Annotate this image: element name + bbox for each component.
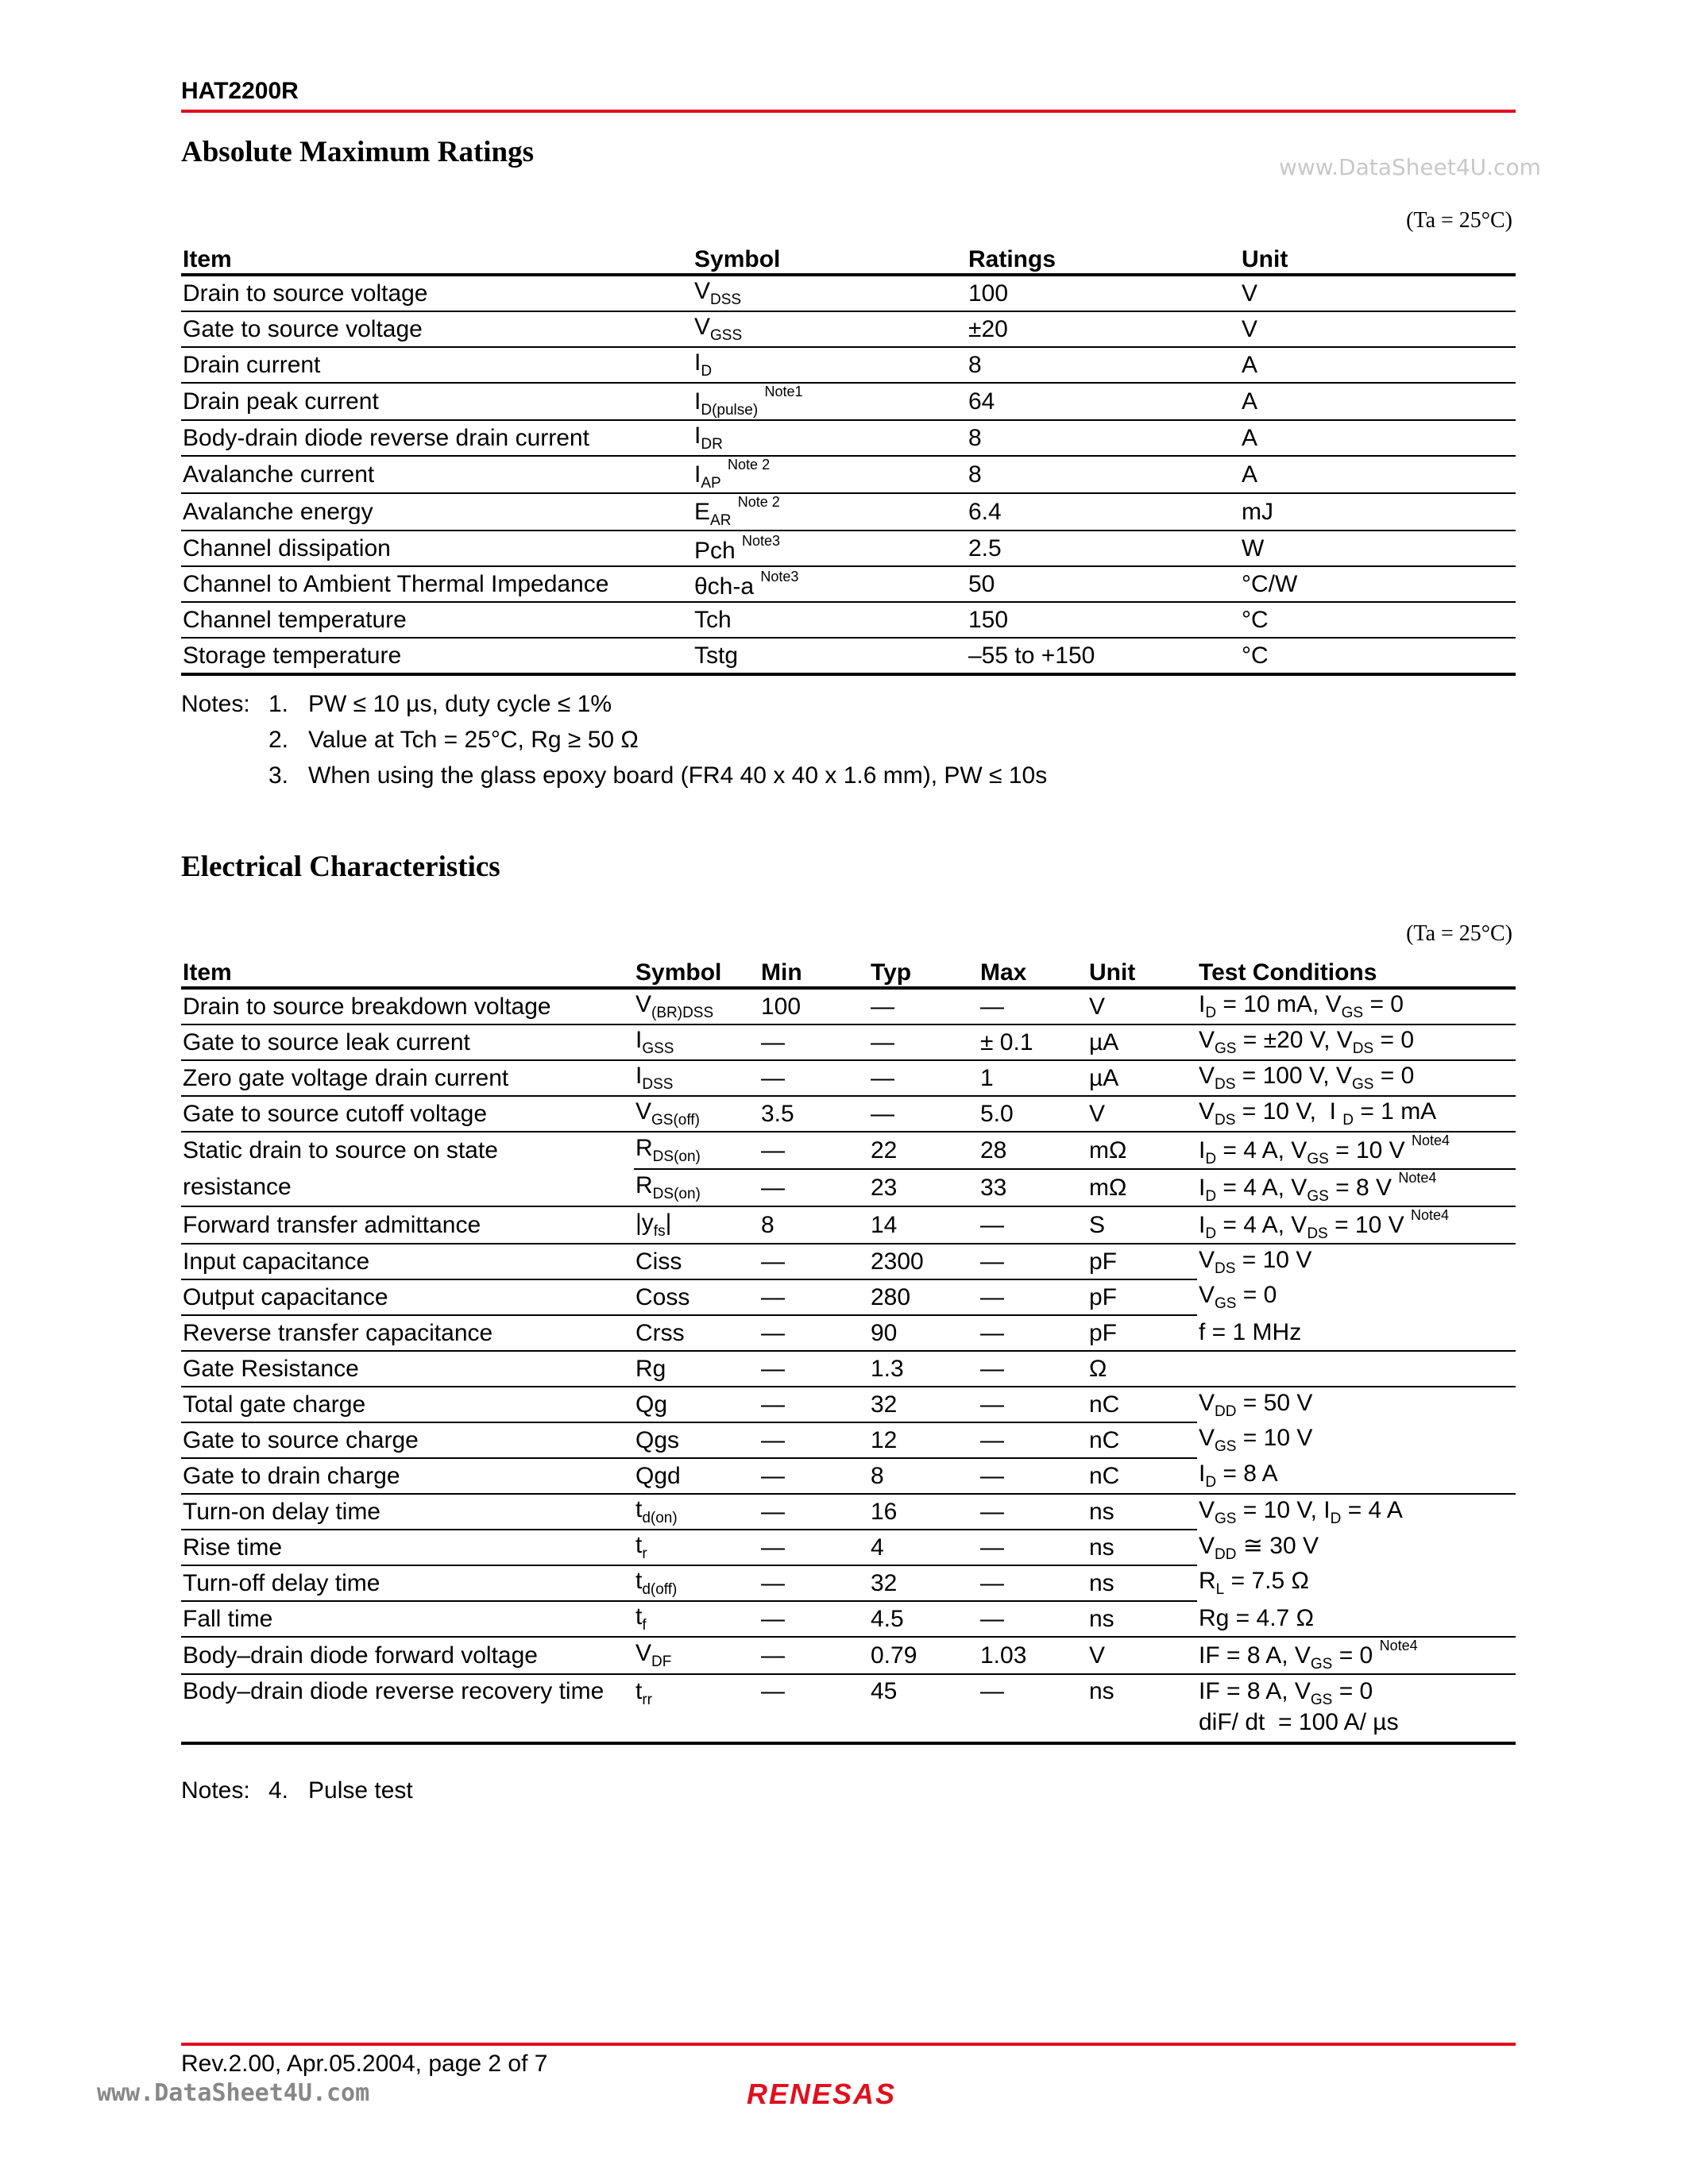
typ-cell: —	[869, 988, 979, 1024]
test-condition-cell: $V_{GS} = 10$ V	[1199, 1425, 1313, 1455]
item-cell: Body-drain diode reverse drain current	[181, 420, 693, 456]
symbol-cell: $t_r$	[634, 1530, 759, 1565]
item-cell: Drain peak current	[181, 383, 693, 420]
table-row	[181, 1169, 1516, 1206]
part-number: HAT2200R	[181, 78, 299, 104]
unit-cell: V	[1087, 988, 1197, 1024]
item-cell: resistance	[181, 1169, 634, 1206]
max-cell: —	[979, 1674, 1087, 1743]
item-cell: Drain current	[181, 347, 693, 383]
abs-header-row	[181, 238, 1516, 275]
note-line: Notes: 1. PW ≤ 10 µs, duty cycle ≤ 1%	[181, 691, 612, 717]
item-cell: Gate Resistance	[181, 1351, 634, 1387]
symbol-cell: $I_D$	[693, 347, 967, 383]
symbol-cell: $R_{DS(on)}$	[634, 1169, 759, 1206]
min-cell: 100	[759, 988, 869, 1024]
item-cell: Turn-off delay time	[181, 1565, 634, 1601]
max-cell: —	[979, 1422, 1087, 1458]
footer-rule	[181, 2043, 1516, 2046]
unit-cell: W	[1240, 531, 1516, 566]
table-row	[181, 602, 1516, 638]
unit-cell: °C/W	[1240, 566, 1516, 602]
item-cell: Zero gate voltage drain current	[181, 1060, 634, 1096]
elec-notes	[181, 1777, 413, 1804]
symbol-cell: $R_{DS(on)}$	[634, 1132, 759, 1169]
test-condition-cell	[1197, 1351, 1516, 1387]
rating-cell: 6.4	[967, 493, 1240, 531]
typ-cell: 280	[869, 1279, 979, 1315]
symbol-cell: θch-a $^{Note3}$	[693, 566, 967, 602]
symbol-cell: $t_{d(on)}$	[634, 1494, 759, 1530]
col-symbol: Symbol	[634, 951, 759, 988]
item-cell: Drain to source voltage	[181, 275, 693, 311]
typ-cell: 23	[869, 1169, 979, 1206]
min-cell: —	[759, 1422, 869, 1458]
unit-cell: V	[1240, 311, 1516, 347]
typ-cell: 32	[869, 1565, 979, 1601]
table-row	[181, 1637, 1516, 1674]
col-item: Item	[181, 951, 634, 988]
abs-notes	[181, 691, 1047, 798]
item-cell: Drain to source breakdown voltage	[181, 988, 634, 1024]
table-row	[181, 311, 1516, 347]
typ-cell: —	[869, 1024, 979, 1060]
watermark-top: www.DataSheet4U.com	[1279, 154, 1541, 180]
elec-condition: (Ta = 25°C)	[1406, 921, 1512, 946]
unit-cell: µA	[1087, 1024, 1197, 1060]
max-cell: —	[979, 1565, 1087, 1601]
unit-cell: nC	[1087, 1458, 1197, 1494]
table-row	[181, 420, 1516, 456]
max-cell: —	[979, 1601, 1087, 1637]
col-unit: Unit	[1240, 238, 1516, 275]
item-cell: Gate to drain charge	[181, 1458, 634, 1494]
item-cell: Gate to source charge	[181, 1422, 634, 1458]
note-line: 2. Value at Tch = 25°C, Rg ≥ 50 Ω	[268, 727, 639, 753]
unit-cell: A	[1240, 347, 1516, 383]
symbol-cell: Coss	[634, 1279, 759, 1315]
test-condition-cell: $V_{GS} = 0$	[1199, 1282, 1277, 1312]
min-cell: —	[759, 1601, 869, 1637]
table-row	[181, 275, 1516, 311]
rating-cell: 64	[967, 383, 1240, 420]
table-row	[181, 1279, 1516, 1315]
typ-cell: 32	[869, 1387, 979, 1422]
unit-cell: °C	[1240, 638, 1516, 674]
max-cell: —	[979, 1244, 1087, 1279]
renesas-logo: RENESAS	[747, 2078, 897, 2110]
table-row	[181, 1674, 1516, 1743]
item-cell: Avalanche current	[181, 456, 693, 493]
unit-cell: pF	[1087, 1279, 1197, 1315]
unit-cell: mΩ	[1087, 1132, 1197, 1169]
col-symbol: Symbol	[693, 238, 967, 275]
table-row	[181, 1494, 1516, 1530]
test-condition-cell: $V_{GS} = 10$ V, $I_D = 4$ A	[1199, 1496, 1403, 1527]
test-condition-cell: $V_{GS} = \pm 20$ V, $V_{DS} = 0$	[1197, 1024, 1516, 1060]
min-cell: —	[759, 1279, 869, 1315]
max-cell: —	[979, 1387, 1087, 1422]
item-cell: Avalanche energy	[181, 493, 693, 531]
table-row	[181, 988, 1516, 1024]
symbol-cell: Qgs	[634, 1422, 759, 1458]
unit-cell: ns	[1087, 1494, 1197, 1530]
test-condition-cell: $V_{DD} = 50$ V	[1199, 1389, 1313, 1420]
max-cell: —	[979, 1458, 1087, 1494]
symbol-cell: Tch	[693, 602, 967, 638]
symbol-cell: Pch $^{Note3}$	[693, 531, 967, 566]
item-cell: Storage temperature	[181, 638, 693, 674]
table-row	[181, 1060, 1516, 1096]
table-row	[181, 1422, 1516, 1458]
max-cell: 1.03	[979, 1637, 1087, 1674]
item-cell: Fall time	[181, 1601, 634, 1637]
item-cell: Input capacitance	[181, 1244, 634, 1279]
col-test-conditions: Test Conditions	[1197, 951, 1516, 988]
revision-text: Rev.2.00, Apr.05.2004, page 2 of 7	[181, 2051, 548, 2077]
max-cell: 1	[979, 1060, 1087, 1096]
symbol-cell: Tstg	[693, 638, 967, 674]
rating-cell: 2.5	[967, 531, 1240, 566]
item-cell: Channel temperature	[181, 602, 693, 638]
table-row	[181, 1458, 1516, 1494]
unit-cell: pF	[1087, 1315, 1197, 1351]
table-row	[181, 638, 1516, 674]
table-row	[181, 1601, 1516, 1637]
col-min: Min	[759, 951, 869, 988]
test-condition-cell: IF = 8 A, $V_{GS} = 0$ diF/ dt = 100 A/ µs	[1197, 1674, 1516, 1743]
symbol-cell: $I_{AP}$ $^{Note 2}$	[693, 456, 967, 493]
rating-cell: 8	[967, 347, 1240, 383]
watermark-bottom: www.DataSheet4U.com	[97, 2079, 370, 2107]
symbol-cell: $V_{DSS}$	[693, 275, 967, 311]
abs-condition: (Ta = 25°C)	[1406, 208, 1512, 233]
unit-cell: °C	[1240, 602, 1516, 638]
typ-cell: 16	[869, 1494, 979, 1530]
typ-cell: 22	[869, 1132, 979, 1169]
min-cell: —	[759, 1132, 869, 1169]
table-row	[181, 1096, 1516, 1132]
item-cell: Forward transfer admittance	[181, 1206, 634, 1244]
symbol-cell: $I_{D(pulse)}$ $^{Note1}$	[693, 383, 967, 420]
typ-cell: 1.3	[869, 1351, 979, 1387]
unit-cell: A	[1240, 456, 1516, 493]
typ-cell: 4.5	[869, 1601, 979, 1637]
typ-cell: 45	[869, 1674, 979, 1743]
symbol-cell: $t_{rr}$	[634, 1674, 759, 1743]
item-cell: Static drain to source on state	[183, 1137, 498, 1163]
min-cell: —	[759, 1637, 869, 1674]
test-condition-cell: $V_{DS} = 10$ V, I $_D$ = 1 mA	[1197, 1096, 1516, 1132]
table-row	[181, 1132, 1516, 1169]
table-row	[181, 1565, 1516, 1601]
symbol-cell: $|y_{fs}|$	[634, 1206, 759, 1244]
max-cell: —	[979, 1530, 1087, 1565]
min-cell: —	[759, 1169, 869, 1206]
min-cell: —	[759, 1530, 869, 1565]
min-cell: —	[759, 1458, 869, 1494]
col-unit: Unit	[1087, 951, 1197, 988]
note-line: 3. When using the glass epoxy board (FR4 40 x 40 x 1.6 mm), PW ≤ 10s	[268, 762, 1048, 789]
item-cell: Body–drain diode forward voltage	[181, 1637, 634, 1674]
item-cell: Gate to source voltage	[181, 311, 693, 347]
rating-cell: 8	[967, 420, 1240, 456]
min-cell: —	[759, 1387, 869, 1422]
unit-cell: A	[1240, 420, 1516, 456]
min-cell: —	[759, 1351, 869, 1387]
rating-cell: 8	[967, 456, 1240, 493]
min-cell: —	[759, 1494, 869, 1530]
abs-max-title: Absolute Maximum Ratings	[181, 136, 535, 168]
unit-cell: V	[1087, 1096, 1197, 1132]
rating-cell: 50	[967, 566, 1240, 602]
symbol-cell: Rg	[634, 1351, 759, 1387]
table-row	[181, 1387, 1516, 1422]
typ-cell: 14	[869, 1206, 979, 1244]
symbol-cell: $I_{DSS}$	[634, 1060, 759, 1096]
table-row	[181, 566, 1516, 602]
min-cell: —	[759, 1315, 869, 1351]
table-row	[181, 1351, 1516, 1387]
test-condition-cell: $I_D = 8$ A	[1197, 1458, 1516, 1494]
rating-cell: 100	[967, 275, 1240, 311]
max-cell: —	[979, 1315, 1087, 1351]
item-cell: Channel dissipation	[181, 531, 693, 566]
test-condition-cell: $I_D = 4$ A, $V_{GS} = 10$ V $^{Note4}$	[1197, 1132, 1516, 1169]
header-rule	[181, 110, 1516, 113]
note-line: Notes: 4. Pulse test	[181, 1777, 413, 1804]
table-row	[181, 456, 1516, 493]
col-ratings: Ratings	[967, 238, 1240, 275]
symbol-cell: $V_{GS(off)}$	[634, 1096, 759, 1132]
symbol-cell: $V_{DF}$	[634, 1637, 759, 1674]
item-cell: Output capacitance	[181, 1279, 634, 1315]
unit-cell: nC	[1087, 1387, 1197, 1422]
max-cell: —	[979, 988, 1087, 1024]
item-cell: Gate to source cutoff voltage	[181, 1096, 634, 1132]
table-row	[181, 531, 1516, 566]
min-cell: —	[759, 1674, 869, 1743]
symbol-cell: Qg	[634, 1387, 759, 1422]
rating-cell: 150	[967, 602, 1240, 638]
item-cell: Channel to Ambient Thermal Impedance	[181, 566, 693, 602]
elec-header-row	[181, 951, 1516, 988]
symbol-cell: $V_{(BR)DSS}$	[634, 988, 759, 1024]
min-cell: —	[759, 1244, 869, 1279]
item-cell: Turn-on delay time	[181, 1494, 634, 1530]
col-typ: Typ	[869, 951, 979, 988]
table-row	[181, 1024, 1516, 1060]
symbol-cell: $t_f$	[634, 1601, 759, 1637]
min-cell: —	[759, 1060, 869, 1096]
table-row	[181, 493, 1516, 531]
typ-cell: 8	[869, 1458, 979, 1494]
test-condition-cell: $V_{DS} = 10$ V	[1199, 1246, 1312, 1277]
test-condition-cell: Rg = 4.7 Ω	[1197, 1601, 1516, 1637]
unit-cell: ns	[1087, 1674, 1197, 1743]
unit-cell: µA	[1087, 1060, 1197, 1096]
item-cell: Reverse transfer capacitance	[181, 1315, 634, 1351]
max-cell: 28	[979, 1132, 1087, 1169]
typ-cell: 2300	[869, 1244, 979, 1279]
item-cell: Gate to source leak current	[181, 1024, 634, 1060]
table-row	[181, 347, 1516, 383]
abs-max-table	[181, 238, 1516, 676]
unit-cell: nC	[1087, 1422, 1197, 1458]
elec-char-table	[181, 951, 1516, 1745]
typ-cell: —	[869, 1096, 979, 1132]
max-cell: ± 0.1	[979, 1024, 1087, 1060]
table-row	[181, 383, 1516, 420]
col-max: Max	[979, 951, 1087, 988]
rating-cell: –55 to +150	[967, 638, 1240, 674]
test-condition-cell: $I_D = 4$ A, $V_{DS} = 10$ V $^{Note4}$	[1197, 1206, 1516, 1244]
symbol-cell: $E_{AR}$ $^{Note 2}$	[693, 493, 967, 531]
test-condition-cell: $V_{DD}$ ≅ 30 V	[1199, 1532, 1319, 1563]
item-cell: Total gate charge	[181, 1387, 634, 1422]
unit-cell: A	[1240, 383, 1516, 420]
test-condition-cell: f = 1 MHz	[1197, 1315, 1516, 1351]
unit-cell: ns	[1087, 1601, 1197, 1637]
symbol-cell: $I_{GSS}$	[634, 1024, 759, 1060]
test-condition-cell: IF = 8 A, $V_{GS} = 0$ $^{Note4}$	[1197, 1637, 1516, 1674]
table-row	[181, 1315, 1516, 1351]
typ-cell: 4	[869, 1530, 979, 1565]
symbol-cell: $t_{d(off)}$	[634, 1565, 759, 1601]
rating-cell: ±20	[967, 311, 1240, 347]
symbol-cell: Crss	[634, 1315, 759, 1351]
symbol-cell: Ciss	[634, 1244, 759, 1279]
typ-cell: —	[869, 1060, 979, 1096]
typ-cell: 90	[869, 1315, 979, 1351]
unit-cell: mΩ	[1087, 1169, 1197, 1206]
test-condition-cell: $I_D = 10$ mA, $V_{GS} = 0$	[1197, 988, 1516, 1024]
col-item: Item	[181, 238, 693, 275]
max-cell: —	[979, 1279, 1087, 1315]
item-cell: Rise time	[181, 1530, 634, 1565]
typ-cell: 12	[869, 1422, 979, 1458]
table-row	[181, 1530, 1516, 1565]
item-cell: Body–drain diode reverse recovery time	[181, 1674, 634, 1743]
unit-cell: Ω	[1087, 1351, 1197, 1387]
symbol-cell: $I_{DR}$	[693, 420, 967, 456]
max-cell: 33	[979, 1169, 1087, 1206]
table-row	[181, 1206, 1516, 1244]
max-cell: —	[979, 1351, 1087, 1387]
test-condition-cell: $V_{DS} = 100$ V, $V_{GS} = 0$	[1197, 1060, 1516, 1096]
min-cell: 8	[759, 1206, 869, 1244]
min-cell: —	[759, 1565, 869, 1601]
unit-cell: V	[1240, 275, 1516, 311]
max-cell: —	[979, 1494, 1087, 1530]
typ-cell: 0.79	[869, 1637, 979, 1674]
max-cell: —	[979, 1206, 1087, 1244]
elec-char-title: Electrical Characteristics	[181, 851, 500, 883]
symbol-cell: $V_{GSS}$	[693, 311, 967, 347]
test-condition-cell: $R_L = 7.5$ Ω	[1199, 1568, 1309, 1598]
unit-cell: S	[1087, 1206, 1197, 1244]
unit-cell: ns	[1087, 1530, 1197, 1565]
min-cell: —	[759, 1024, 869, 1060]
symbol-cell: Qgd	[634, 1458, 759, 1494]
max-cell: 5.0	[979, 1096, 1087, 1132]
min-cell: 3.5	[759, 1096, 869, 1132]
unit-cell: ns	[1087, 1565, 1197, 1601]
unit-cell: pF	[1087, 1244, 1197, 1279]
table-row	[181, 1244, 1516, 1279]
test-condition-cell: $I_D = 4$ A, $V_{GS} = 8$ V $^{Note4}$	[1197, 1169, 1516, 1206]
unit-cell: V	[1087, 1637, 1197, 1674]
unit-cell: mJ	[1240, 493, 1516, 531]
